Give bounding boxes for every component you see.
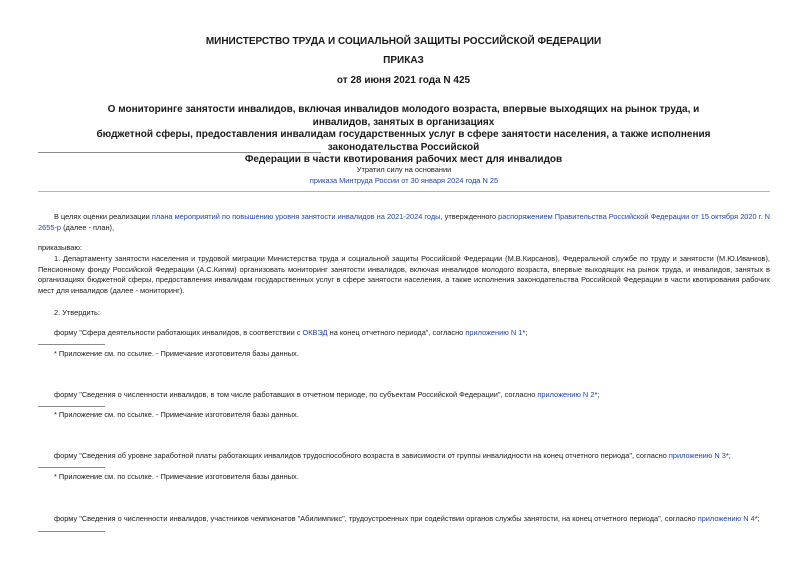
form-item-1 <box>54 328 527 337</box>
form-item-3 <box>54 451 731 460</box>
footnote-divider <box>38 467 105 468</box>
form-item-4 <box>54 514 760 523</box>
form-text: *; <box>754 514 760 523</box>
form-text: *; <box>594 390 600 399</box>
appendix-1-link[interactable]: приложению N 1 <box>465 328 523 337</box>
document-title <box>95 104 712 167</box>
footnote-divider <box>38 406 105 407</box>
form-text: форму "Сфера деятельности работающих инвалидов, в соответствии с <box>54 328 303 337</box>
plan-link[interactable]: плана мероприятий по повышению уровня занятости инвалидов на 2021-2024 годы <box>151 212 441 221</box>
form-text: форму "Сведения о численности инвалидов, в том числе работавших в отчетном периоде, по субъектам Российской Федерации", согласно <box>54 390 538 399</box>
ministry-heading: МИНИСТЕРСТВО ТРУДА И СОЦИАЛЬНОЙ ЗАЩИТЫ РОССИЙСКОЙ ФЕДЕРАЦИИ <box>205 36 602 47</box>
form-text: форму "Сведения о численности инвалидов, участников чемпионатов "Абилимпикс", трудоустроенных при содействии органов службы занятости, на конец отчетного периода", согласно <box>54 514 698 523</box>
orders-word: приказываю: <box>38 243 82 252</box>
okved-link[interactable]: ОКВЭД <box>302 328 328 337</box>
footnote-1: * Приложение см. по ссылке. - Примечание изготовителя базы данных. <box>54 349 299 358</box>
status-top-divider <box>38 152 321 153</box>
form-item-2 <box>54 390 599 399</box>
appendix-2-link[interactable]: приложению N 2 <box>537 390 595 399</box>
footnote-2: * Приложение см. по ссылке. - Примечание изготовителя базы данных. <box>54 410 299 419</box>
document-type: ПРИКАЗ <box>383 55 424 66</box>
intro-text: В целях оценки реализации <box>54 212 152 221</box>
item-2-paragraph: 2. Утвердить: <box>54 308 100 317</box>
title-line: бюджетной сферы, предоставления инвалидам государственных услуг в сфере занятости населения, а также исполнения законодательства Российской <box>96 129 711 153</box>
item-1-paragraph: 1. Департаменту занятости населения и трудовой миграции Министерства труда и социальной защиты Российской Федерации (М.В.Кирсанов), Федеральной службе по труду и занятости (М.Ю.Иванков), Пенсионному фонду Российской Федерации (А.С.Кигим) организовать мониторинг занятости инвалидов, включая инвалидов молодого возраста, впервые выходящих на рынок труда, и инвалидов, занятых в организациях бюджетной сферы, предоставления инвалидам государственных услуг в сфере занятости населения, а также исполнения законодательства Российской Федерации в части квотирования рабочих мест для инвалидов (далее - мониторинг). <box>38 254 770 295</box>
status-text: Утратил силу на основании <box>356 165 452 174</box>
footnote-divider <box>38 531 105 532</box>
intro-text: (далее - план), <box>61 222 115 232</box>
footnote-divider <box>38 344 105 345</box>
intro-text: , утвержденного <box>440 212 499 221</box>
appendix-3-link[interactable]: приложению N 3 <box>668 451 726 460</box>
form-text: *; <box>725 451 731 460</box>
title-line: О мониторинге занятости инвалидов, включая инвалидов молодого возраста, впервые выходящих на рынок труда, и инвалидов, занятых в организациях <box>107 104 700 128</box>
appendix-4-link[interactable]: приложению N 4 <box>697 514 755 523</box>
status-bottom-divider <box>38 191 770 192</box>
intro-paragraph <box>38 212 770 233</box>
document-date-number: от 28 июня 2021 года N 425 <box>336 75 471 86</box>
government-order-link[interactable]: распоряжением Правительства Российской Федерации от 15 октября 2020 г. N 2655-р <box>38 212 770 232</box>
form-text: на конец отчетного периода", согласно <box>327 328 466 337</box>
footnote-3: * Приложение см. по ссылке. - Примечание изготовителя базы данных. <box>54 472 299 481</box>
status-repeal-link[interactable]: приказа Минтруда России от 30 января 2024 года N 25 <box>309 176 499 185</box>
form-text: *; <box>522 328 528 337</box>
title-line: Федерации в части квотирования рабочих мест для инвалидов <box>244 154 563 165</box>
form-text: форму "Сведения об уровне заработной платы работающих инвалидов трудоспособного возраста в зависимости от группы инвалидности на конец отчетного периода", согласно <box>54 451 669 460</box>
